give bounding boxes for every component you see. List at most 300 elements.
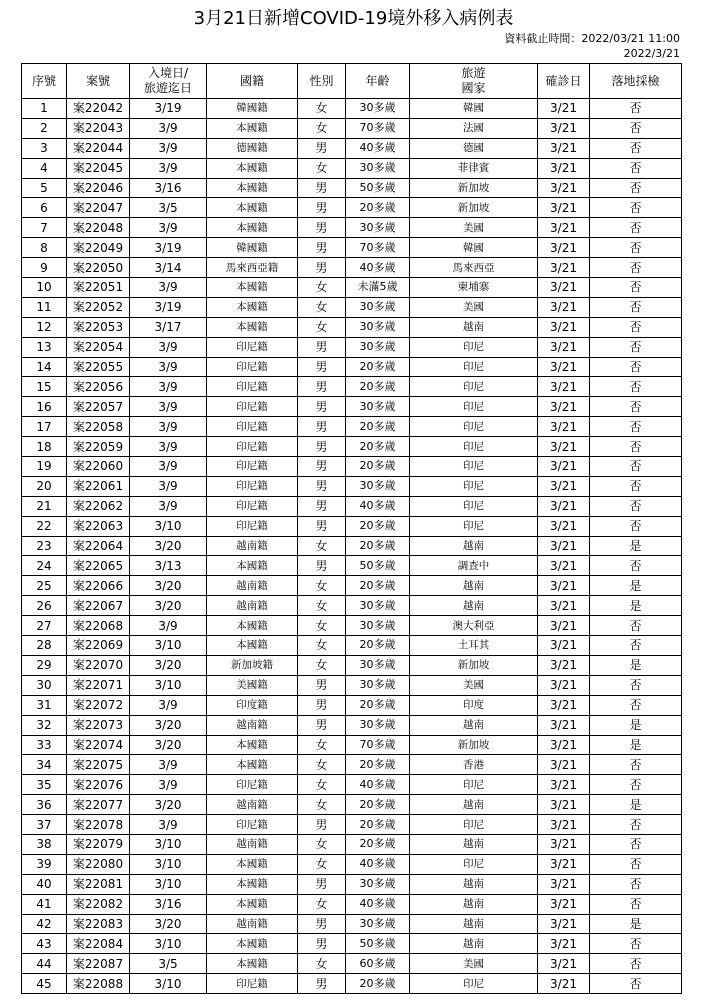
cell-age: 30多歲: [346, 158, 410, 178]
cell-entry-date: 3/5: [130, 954, 207, 974]
cell-test-on-arrival: 否: [590, 158, 682, 178]
cell-seq: 2: [22, 118, 67, 138]
col-header-travel-line2: 國家: [461, 81, 486, 95]
cell-age: 20多歲: [346, 457, 410, 477]
cell-confirm-date: 3/21: [538, 158, 590, 178]
table-row: [22, 655, 682, 675]
cell-case-no: 案22069: [67, 636, 130, 656]
cell-test-on-arrival: 否: [590, 815, 682, 835]
cell-test-on-arrival: 否: [590, 834, 682, 854]
cell-sex: 男: [298, 934, 346, 954]
cell-case-no: 案22067: [67, 596, 130, 616]
cell-nationality: 越南籍: [207, 914, 298, 934]
cell-entry-date: 3/9: [130, 437, 207, 457]
cell-case-no: 案22082: [67, 894, 130, 914]
cell-sex: 女: [298, 775, 346, 795]
cell-seq: 24: [22, 556, 67, 576]
cell-sex: 男: [298, 874, 346, 894]
cell-confirm-date: 3/21: [538, 238, 590, 258]
cell-case-no: 案22042: [67, 99, 130, 119]
cell-travel-country: 印尼: [410, 496, 538, 516]
cell-case-no: 案22056: [67, 377, 130, 397]
cell-travel-country: 美國: [410, 954, 538, 974]
cell-age: 20多歲: [346, 695, 410, 715]
cell-nationality: 越南籍: [207, 834, 298, 854]
cell-seq: 27: [22, 616, 67, 636]
cell-sex: 女: [298, 616, 346, 636]
cell-nationality: 德國籍: [207, 138, 298, 158]
cell-test-on-arrival: 否: [590, 258, 682, 278]
cell-seq: 26: [22, 596, 67, 616]
table-row: [22, 775, 682, 795]
table-row: [22, 616, 682, 636]
cell-nationality: 本國籍: [207, 874, 298, 894]
cell-sex: 男: [298, 138, 346, 158]
table-row: [22, 755, 682, 775]
cell-case-no: 案22073: [67, 715, 130, 735]
cell-sex: 女: [298, 834, 346, 854]
cell-confirm-date: 3/21: [538, 755, 590, 775]
cell-travel-country: 法國: [410, 118, 538, 138]
cell-entry-date: 3/20: [130, 536, 207, 556]
table-row: [22, 258, 682, 278]
cell-age: 50多歲: [346, 556, 410, 576]
cell-test-on-arrival: 是: [590, 735, 682, 755]
cell-case-no: 案22053: [67, 317, 130, 337]
col-header-sex: 性別: [298, 64, 346, 99]
cell-age: 20多歲: [346, 417, 410, 437]
table-row: [22, 397, 682, 417]
cell-travel-country: 德國: [410, 138, 538, 158]
col-header-confirm-date: 確診日: [538, 64, 590, 99]
cell-confirm-date: 3/21: [538, 178, 590, 198]
cell-confirm-date: 3/21: [538, 894, 590, 914]
cell-sex: 女: [298, 596, 346, 616]
cell-seq: 22: [22, 516, 67, 536]
cell-age: 20多歲: [346, 357, 410, 377]
cell-confirm-date: 3/21: [538, 198, 590, 218]
header-row: [22, 64, 682, 99]
cell-test-on-arrival: 否: [590, 238, 682, 258]
cell-nationality: 印度籍: [207, 695, 298, 715]
cell-test-on-arrival: 否: [590, 616, 682, 636]
cell-confirm-date: 3/21: [538, 695, 590, 715]
cell-sex: 女: [298, 894, 346, 914]
table-row: [22, 437, 682, 457]
cell-travel-country: 新加坡: [410, 655, 538, 675]
cell-travel-country: 印尼: [410, 815, 538, 835]
table-row: [22, 536, 682, 556]
cell-test-on-arrival: 否: [590, 775, 682, 795]
cell-nationality: 印尼籍: [207, 337, 298, 357]
cell-seq: 1: [22, 99, 67, 119]
page-title: 3月21日新增COVID-19境外移入病例表: [193, 8, 514, 29]
cell-travel-country: 柬埔寨: [410, 278, 538, 298]
cell-test-on-arrival: 否: [590, 218, 682, 238]
table-row: [22, 834, 682, 854]
col-header-entry-line2: 旅遊迄日: [143, 81, 192, 95]
table-row: [22, 974, 682, 994]
cell-entry-date: 3/20: [130, 576, 207, 596]
cell-nationality: 美國籍: [207, 675, 298, 695]
cell-test-on-arrival: 否: [590, 297, 682, 317]
cell-seq: 23: [22, 536, 67, 556]
cell-entry-date: 3/9: [130, 337, 207, 357]
table-row: [22, 556, 682, 576]
cell-seq: 40: [22, 874, 67, 894]
cell-case-no: 案22087: [67, 954, 130, 974]
cell-entry-date: 3/10: [130, 636, 207, 656]
imported-cases-table: [21, 63, 682, 994]
cell-test-on-arrival: 是: [590, 596, 682, 616]
cell-travel-country: 韓國: [410, 238, 538, 258]
cell-sex: 女: [298, 99, 346, 119]
cell-nationality: 越南籍: [207, 576, 298, 596]
cell-entry-date: 3/9: [130, 278, 207, 298]
table-row: [22, 715, 682, 735]
cell-sex: 男: [298, 437, 346, 457]
cell-case-no: 案22044: [67, 138, 130, 158]
cell-sex: 男: [298, 377, 346, 397]
cell-seq: 10: [22, 278, 67, 298]
table-row: [22, 914, 682, 934]
cell-confirm-date: 3/21: [538, 616, 590, 636]
cell-entry-date: 3/16: [130, 178, 207, 198]
cell-confirm-date: 3/21: [538, 457, 590, 477]
cell-test-on-arrival: 是: [590, 914, 682, 934]
cell-nationality: 本國籍: [207, 158, 298, 178]
cell-case-no: 案22048: [67, 218, 130, 238]
cell-test-on-arrival: 是: [590, 536, 682, 556]
cell-seq: 9: [22, 258, 67, 278]
cell-nationality: 印尼籍: [207, 377, 298, 397]
cell-seq: 38: [22, 834, 67, 854]
cell-seq: 42: [22, 914, 67, 934]
cell-seq: 19: [22, 457, 67, 477]
cell-seq: 16: [22, 397, 67, 417]
cell-age: 30多歲: [346, 596, 410, 616]
cell-sex: 男: [298, 815, 346, 835]
cell-seq: 29: [22, 655, 67, 675]
cell-travel-country: 印尼: [410, 337, 538, 357]
cell-case-no: 案22049: [67, 238, 130, 258]
cell-nationality: 韓國籍: [207, 238, 298, 258]
cell-nationality: 本國籍: [207, 755, 298, 775]
cell-test-on-arrival: 否: [590, 397, 682, 417]
col-header-travel-country: [410, 64, 538, 99]
cell-seq: 39: [22, 854, 67, 874]
cell-age: 40多歲: [346, 894, 410, 914]
cell-confirm-date: 3/21: [538, 258, 590, 278]
cell-age: 30多歲: [346, 397, 410, 417]
cell-entry-date: 3/19: [130, 99, 207, 119]
cell-travel-country: 澳大利亞: [410, 616, 538, 636]
table-row: [22, 457, 682, 477]
col-header-travel-line1: 旅遊: [461, 66, 486, 80]
cell-case-no: 案22047: [67, 198, 130, 218]
cell-nationality: 越南籍: [207, 795, 298, 815]
cell-entry-date: 3/13: [130, 556, 207, 576]
cell-confirm-date: 3/21: [538, 516, 590, 536]
cell-seq: 5: [22, 178, 67, 198]
cell-age: 40多歲: [346, 138, 410, 158]
cell-test-on-arrival: 否: [590, 278, 682, 298]
cell-case-no: 案22063: [67, 516, 130, 536]
table-row: [22, 317, 682, 337]
cell-test-on-arrival: 否: [590, 636, 682, 656]
cell-sex: 男: [298, 516, 346, 536]
cell-age: 50多歲: [346, 934, 410, 954]
table-row: [22, 954, 682, 974]
cell-entry-date: 3/10: [130, 675, 207, 695]
cell-confirm-date: 3/21: [538, 934, 590, 954]
cell-case-no: 案22071: [67, 675, 130, 695]
cell-entry-date: 3/10: [130, 834, 207, 854]
cell-confirm-date: 3/21: [538, 377, 590, 397]
cell-entry-date: 3/20: [130, 596, 207, 616]
cell-travel-country: 美國: [410, 675, 538, 695]
cell-seq: 14: [22, 357, 67, 377]
cell-travel-country: 越南: [410, 795, 538, 815]
cell-age: 30多歲: [346, 655, 410, 675]
cell-travel-country: 香港: [410, 755, 538, 775]
table-row: [22, 218, 682, 238]
cell-age: 20多歲: [346, 636, 410, 656]
cell-test-on-arrival: 是: [590, 655, 682, 675]
table-row: [22, 99, 682, 119]
cell-sex: 男: [298, 496, 346, 516]
cell-seq: 43: [22, 934, 67, 954]
cell-nationality: 印尼籍: [207, 357, 298, 377]
table-row: [22, 417, 682, 437]
cell-entry-date: 3/9: [130, 118, 207, 138]
cell-case-no: 案22051: [67, 278, 130, 298]
cell-confirm-date: 3/21: [538, 218, 590, 238]
cell-case-no: 案22084: [67, 934, 130, 954]
cell-entry-date: 3/9: [130, 377, 207, 397]
cell-sex: 男: [298, 974, 346, 994]
cell-nationality: 越南籍: [207, 536, 298, 556]
cell-confirm-date: 3/21: [538, 735, 590, 755]
cell-seq: 17: [22, 417, 67, 437]
cell-travel-country: 印尼: [410, 476, 538, 496]
cell-case-no: 案22059: [67, 437, 130, 457]
cell-case-no: 案22055: [67, 357, 130, 377]
cell-case-no: 案22066: [67, 576, 130, 596]
cell-confirm-date: 3/21: [538, 417, 590, 437]
cell-age: 30多歲: [346, 715, 410, 735]
cell-confirm-date: 3/21: [538, 795, 590, 815]
cell-confirm-date: 3/21: [538, 357, 590, 377]
cell-travel-country: 印尼: [410, 854, 538, 874]
cell-case-no: 案22076: [67, 775, 130, 795]
cell-case-no: 案22065: [67, 556, 130, 576]
cell-confirm-date: 3/21: [538, 337, 590, 357]
cell-test-on-arrival: 否: [590, 874, 682, 894]
table-row: [22, 297, 682, 317]
table-row: [22, 198, 682, 218]
cell-nationality: 本國籍: [207, 934, 298, 954]
table-row: [22, 636, 682, 656]
cell-nationality: 新加坡籍: [207, 655, 298, 675]
table-body: [22, 99, 682, 994]
cell-entry-date: 3/9: [130, 457, 207, 477]
cell-entry-date: 3/20: [130, 655, 207, 675]
cell-case-no: 案22057: [67, 397, 130, 417]
cell-test-on-arrival: 否: [590, 457, 682, 477]
table-row: [22, 278, 682, 298]
cell-nationality: 本國籍: [207, 297, 298, 317]
cell-confirm-date: 3/21: [538, 715, 590, 735]
cell-entry-date: 3/9: [130, 476, 207, 496]
cell-seq: 25: [22, 576, 67, 596]
cell-age: 20多歲: [346, 974, 410, 994]
cell-entry-date: 3/19: [130, 297, 207, 317]
cell-test-on-arrival: 否: [590, 496, 682, 516]
cell-case-no: 案22083: [67, 914, 130, 934]
table-row: [22, 238, 682, 258]
table-row: [22, 596, 682, 616]
cell-sex: 男: [298, 258, 346, 278]
cell-sex: 男: [298, 357, 346, 377]
cell-entry-date: 3/10: [130, 974, 207, 994]
cell-seq: 6: [22, 198, 67, 218]
cell-case-no: 案22075: [67, 755, 130, 775]
cell-confirm-date: 3/21: [538, 536, 590, 556]
cell-test-on-arrival: 是: [590, 576, 682, 596]
cell-travel-country: 印度: [410, 695, 538, 715]
cell-travel-country: 馬來西亞: [410, 258, 538, 278]
cell-confirm-date: 3/21: [538, 954, 590, 974]
table-row: [22, 576, 682, 596]
cell-age: 20多歲: [346, 516, 410, 536]
cell-test-on-arrival: 否: [590, 377, 682, 397]
cell-nationality: 越南籍: [207, 715, 298, 735]
cell-age: 70多歲: [346, 238, 410, 258]
cell-sex: 男: [298, 417, 346, 437]
cell-case-no: 案22079: [67, 834, 130, 854]
cell-travel-country: 越南: [410, 317, 538, 337]
cell-sex: 男: [298, 715, 346, 735]
report-date: 2022/3/21: [623, 47, 680, 60]
cell-sex: 男: [298, 457, 346, 477]
table-row: [22, 138, 682, 158]
cell-sex: 女: [298, 297, 346, 317]
cell-case-no: 案22064: [67, 536, 130, 556]
cell-nationality: 印尼籍: [207, 974, 298, 994]
col-header-nationality: 國籍: [207, 64, 298, 99]
cell-sex: 男: [298, 397, 346, 417]
table-row: [22, 178, 682, 198]
cell-age: 20多歲: [346, 437, 410, 457]
cell-entry-date: 3/9: [130, 695, 207, 715]
cell-entry-date: 3/19: [130, 238, 207, 258]
table-row: [22, 118, 682, 138]
cell-test-on-arrival: 否: [590, 894, 682, 914]
cell-entry-date: 3/5: [130, 198, 207, 218]
cell-seq: 30: [22, 675, 67, 695]
cell-age: 40多歲: [346, 258, 410, 278]
cell-test-on-arrival: 是: [590, 715, 682, 735]
cell-age: 40多歲: [346, 496, 410, 516]
cell-entry-date: 3/9: [130, 775, 207, 795]
cell-travel-country: 越南: [410, 874, 538, 894]
cell-sex: 男: [298, 198, 346, 218]
table-row: [22, 695, 682, 715]
cell-nationality: 本國籍: [207, 118, 298, 138]
cell-test-on-arrival: 否: [590, 854, 682, 874]
cell-seq: 31: [22, 695, 67, 715]
table-row: [22, 377, 682, 397]
cell-travel-country: 新加坡: [410, 735, 538, 755]
table-row: [22, 158, 682, 178]
cell-case-no: 案22080: [67, 854, 130, 874]
col-header-case-no: 案號: [67, 64, 130, 99]
cell-travel-country: 越南: [410, 834, 538, 854]
cell-case-no: 案22074: [67, 735, 130, 755]
cell-age: 60多歲: [346, 954, 410, 974]
table-row: [22, 854, 682, 874]
cell-entry-date: 3/10: [130, 854, 207, 874]
cell-age: 40多歲: [346, 775, 410, 795]
cell-confirm-date: 3/21: [538, 596, 590, 616]
cell-age: 20多歲: [346, 377, 410, 397]
cell-sex: 女: [298, 158, 346, 178]
cell-seq: 20: [22, 476, 67, 496]
cell-entry-date: 3/17: [130, 317, 207, 337]
cell-sex: 女: [298, 755, 346, 775]
cell-seq: 13: [22, 337, 67, 357]
cell-travel-country: 越南: [410, 934, 538, 954]
cell-age: 40多歲: [346, 854, 410, 874]
cell-test-on-arrival: 否: [590, 417, 682, 437]
cell-age: 30多歲: [346, 675, 410, 695]
cell-entry-date: 3/20: [130, 795, 207, 815]
cell-seq: 11: [22, 297, 67, 317]
cell-age: 20多歲: [346, 795, 410, 815]
cell-age: 20多歲: [346, 815, 410, 835]
cell-seq: 7: [22, 218, 67, 238]
cell-seq: 36: [22, 795, 67, 815]
cell-entry-date: 3/20: [130, 735, 207, 755]
cell-seq: 28: [22, 636, 67, 656]
cell-travel-country: 越南: [410, 576, 538, 596]
cell-age: 30多歲: [346, 218, 410, 238]
cell-seq: 34: [22, 755, 67, 775]
cell-confirm-date: 3/21: [538, 815, 590, 835]
cell-age: 30多歲: [346, 297, 410, 317]
cell-travel-country: 印尼: [410, 417, 538, 437]
col-header-test-on-arrival: 落地採檢: [590, 64, 682, 99]
cell-seq: 45: [22, 974, 67, 994]
cell-entry-date: 3/9: [130, 138, 207, 158]
cell-seq: 32: [22, 715, 67, 735]
cell-confirm-date: 3/21: [538, 397, 590, 417]
cell-travel-country: 調查中: [410, 556, 538, 576]
cell-nationality: 印尼籍: [207, 815, 298, 835]
cell-sex: 女: [298, 278, 346, 298]
cell-confirm-date: 3/21: [538, 118, 590, 138]
cell-test-on-arrival: 否: [590, 138, 682, 158]
col-header-entry-line1: 入境日/: [147, 66, 189, 80]
cell-test-on-arrival: 否: [590, 476, 682, 496]
cell-nationality: 馬來西亞籍: [207, 258, 298, 278]
cell-age: 30多歲: [346, 616, 410, 636]
cell-test-on-arrival: 否: [590, 118, 682, 138]
cell-confirm-date: 3/21: [538, 496, 590, 516]
cell-confirm-date: 3/21: [538, 576, 590, 596]
cell-travel-country: 韓國: [410, 99, 538, 119]
